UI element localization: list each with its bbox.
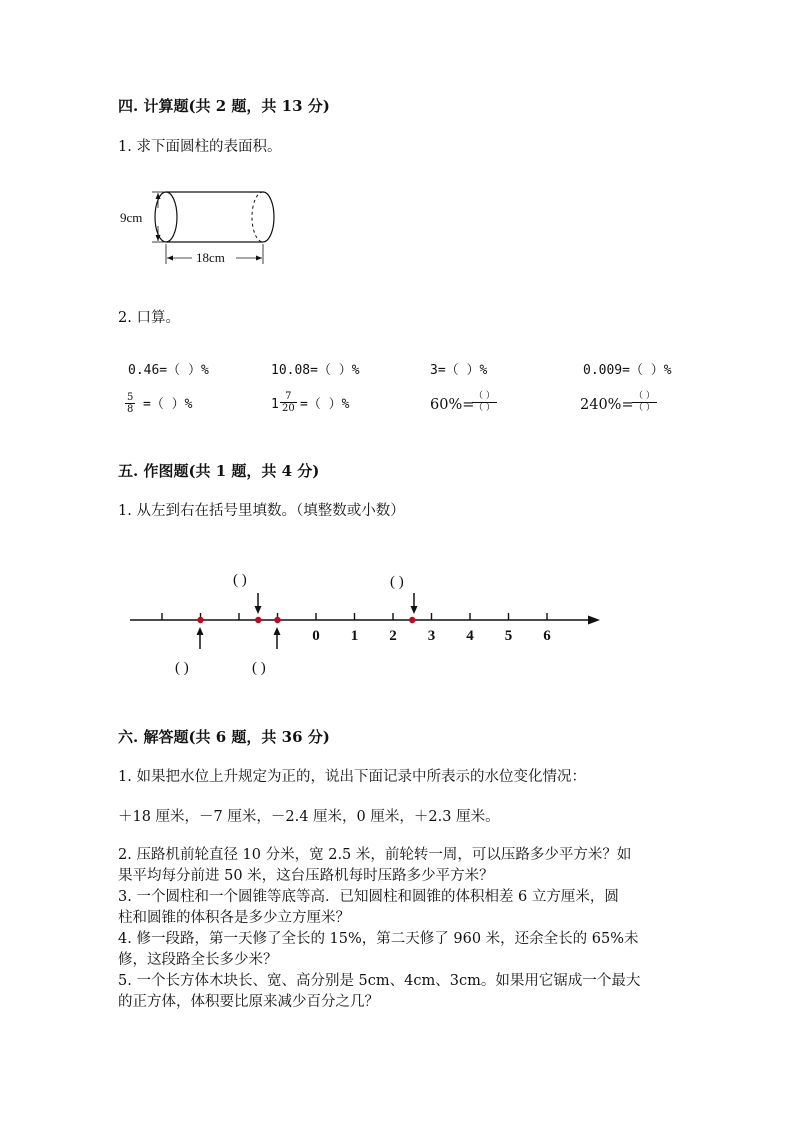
arrow-down-right <box>411 593 418 614</box>
question-6-1-line-1: 1. 如果把水位上升规定为正的，说出下面记录中所表示的水位变化情况： <box>118 769 586 785</box>
question-5-1: 1. 从左到右在括号里填数。（填整数或小数） <box>118 503 405 519</box>
cylinder-length-label: 18cm <box>196 250 225 265</box>
fraction-denominator: 20 <box>282 403 295 414</box>
calc-item-8-fraction <box>632 391 657 414</box>
section-6-heading: 六. 解答题(共 6 题，共 36 分) <box>118 728 330 746</box>
fraction-numerator: 5 <box>127 392 134 403</box>
question-6-5-line-2: 的正方体，体积要比原来减少百分之几？ <box>118 994 379 1010</box>
fraction-denominator: 8 <box>127 404 134 415</box>
calc-item-1: 0.46=（ ）% <box>128 363 209 378</box>
number-line <box>0 560 794 690</box>
number-line-arrowhead <box>588 616 600 625</box>
number-line-tick-label: 6 <box>543 628 551 644</box>
fraction-numerator: 7 <box>280 391 297 403</box>
calc-item-8-left: 240%= <box>580 397 634 413</box>
calc-item-3: 3=（ ）% <box>430 363 488 378</box>
fraction-denominator: （ ） <box>634 403 655 413</box>
number-line-tick-label: 2 <box>389 628 397 644</box>
question-6-2-line-2: 果平均每分前进 50 米，这台压路机每时压路多少平方米？ <box>118 868 494 884</box>
cylinder-right-front-arc <box>263 192 274 242</box>
calc-item-6-whole: 1 <box>271 397 279 412</box>
fraction-numerator: （ ） <box>474 391 495 401</box>
cylinder-height-label: 9cm <box>120 210 143 225</box>
calc-item-4: 0.009=（ ）% <box>583 363 672 378</box>
fraction-denominator: （ ） <box>474 403 495 413</box>
number-line-tick-label: 0 <box>312 628 320 644</box>
number-line-tick-label: 3 <box>427 628 436 644</box>
number-line-tick-label: 4 <box>466 628 474 644</box>
cylinder-right-hidden-arc <box>252 192 263 242</box>
question-6-2-line-1: 2. 压路机前轮直径 10 分米，宽 2.5 米，前轮转一周，可以压路多少平方米？如 <box>118 847 632 863</box>
fraction-numerator: （ ） <box>634 391 655 401</box>
question-6-3-line-1: 3. 一个圆柱和一个圆锥等底等高．已知圆柱和圆锥的体积相差 6 立方厘米，圆 <box>118 889 619 905</box>
arrow-up-right <box>274 627 281 649</box>
number-line-marked-point <box>255 617 261 623</box>
question-4-1: 1. 求下面圆柱的表面积。 <box>118 139 282 155</box>
question-6-4-line-1: 4. 修一段路，第一天修了全长的 15%，第二天修了 960 米，还余全长的 65%未 <box>118 931 639 947</box>
blank-top-left: ( ) <box>233 572 247 588</box>
number-line-tick-label: 5 <box>504 628 513 644</box>
calc-item-7-left: 60%= <box>430 397 475 413</box>
number-line-marked-point <box>274 617 280 623</box>
number-line-tick-label: 1 <box>350 628 359 644</box>
blank-top-right: ( ) <box>390 574 404 590</box>
blank-bottom-left: ( ) <box>175 660 189 676</box>
calc-item-6-rest: =（ ）% <box>300 397 350 412</box>
calc-item-5-rest: =（ ）% <box>143 397 193 412</box>
blank-bottom-right: ( ) <box>252 660 266 676</box>
arrow-up-left <box>197 627 204 649</box>
arrow-down-left <box>255 593 262 614</box>
question-6-1-line-2: ＋18 厘米，－7 厘米，－2.4 厘米，0 厘米，＋2.3 厘米。 <box>118 809 500 825</box>
calc-item-5-fraction <box>125 392 135 415</box>
number-line-marked-point <box>409 617 415 623</box>
calc-item-7-fraction <box>472 391 497 414</box>
number-line-marked-point <box>197 617 203 623</box>
section-5-heading: 五. 作图题(共 1 题，共 4 分) <box>118 462 320 480</box>
cylinder-diagram <box>118 180 288 272</box>
question-4-2: 2. 口算。 <box>118 310 180 326</box>
question-6-3-line-2: 柱和圆锥的体积各是多少立方厘米？ <box>118 910 350 926</box>
question-6-5-line-1: 5. 一个长方体木块长、宽、高分别是 5cm、4cm、3cm。如果用它锯成一个最大 <box>118 973 641 989</box>
section-4-heading: 四. 计算题(共 2 题，共 13 分) <box>118 97 330 115</box>
question-6-4-line-2: 修，这段路全长多少米？ <box>118 952 278 968</box>
calc-item-6-fraction <box>280 391 297 414</box>
calc-item-2: 10.08=（ ）% <box>271 363 360 378</box>
